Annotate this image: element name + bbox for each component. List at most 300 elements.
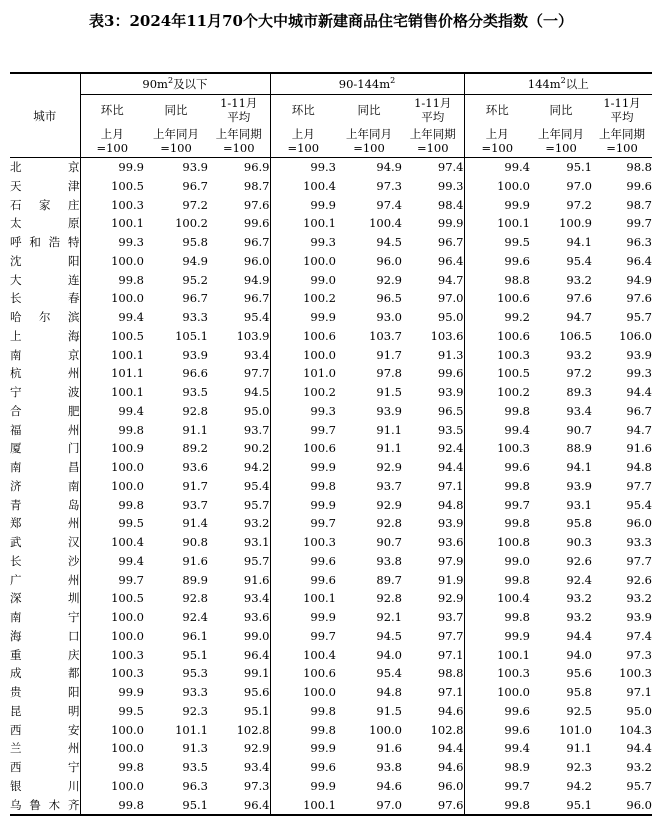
index-value: 93.7 xyxy=(182,497,208,512)
index-value: 92.4 xyxy=(566,572,592,587)
table-row xyxy=(10,439,652,458)
index-value: 93.3 xyxy=(182,685,208,699)
index-value: 99.7 xyxy=(464,777,530,796)
index-value: 96.7 xyxy=(626,403,652,418)
index-value: 95.2 xyxy=(182,272,208,287)
city-name: 武汉 xyxy=(10,535,80,549)
index-value: 90.8 xyxy=(182,535,208,549)
city-name: 厦门 xyxy=(10,441,80,456)
base-header: 上月 =100 xyxy=(464,125,530,158)
table-row xyxy=(10,683,652,702)
table-row xyxy=(10,477,652,496)
index-value: 94.5 xyxy=(243,385,270,399)
index-value: 95.0 xyxy=(626,703,652,718)
index-value: 93.2 xyxy=(626,591,652,606)
index-value: 99.8 xyxy=(464,402,530,421)
index-value: 92.9 xyxy=(376,497,402,512)
index-value: 100.9 xyxy=(80,439,144,458)
index-value: 94.1 xyxy=(566,460,592,474)
index-value: 94.8 xyxy=(626,460,652,474)
index-value: 99.4 xyxy=(464,158,530,177)
index-value: 99.9 xyxy=(270,308,336,327)
table-row xyxy=(10,571,652,590)
index-value: 92.1 xyxy=(376,610,402,624)
index-value: 93.2 xyxy=(566,610,592,624)
index-value: 100.1 xyxy=(270,214,336,233)
index-value: 96.5 xyxy=(376,291,402,306)
index-value: 99.8 xyxy=(80,758,144,777)
header-group-row xyxy=(10,73,652,95)
index-value: 99.6 xyxy=(243,216,270,231)
index-value: 96.4 xyxy=(243,647,270,662)
city-name: 哈尔滨 xyxy=(10,310,80,324)
index-value: 100.6 xyxy=(464,289,530,308)
index-value: 93.4 xyxy=(566,403,592,418)
index-value: 92.5 xyxy=(566,703,592,718)
index-value: 97.0 xyxy=(437,291,464,306)
index-value: 92.4 xyxy=(437,441,464,456)
index-value: 94.2 xyxy=(243,460,270,474)
table-row xyxy=(10,402,652,421)
city-name: 沈阳 xyxy=(10,253,80,268)
index-value: 96.0 xyxy=(592,796,652,816)
city-name: 青岛 xyxy=(10,497,80,512)
index-value: 98.8 xyxy=(437,666,464,681)
index-value: 92.8 xyxy=(376,516,402,531)
index-value: 94.6 xyxy=(437,760,464,774)
index-value: 93.2 xyxy=(566,272,592,287)
index-value: 91.6 xyxy=(376,741,402,756)
index-value: 99.4 xyxy=(80,402,144,421)
index-value: 99.6 xyxy=(464,702,530,721)
index-value: 89.2 xyxy=(182,441,208,456)
index-value: 102.8 xyxy=(430,722,464,737)
index-value: 95.8 xyxy=(566,516,592,531)
table-row xyxy=(10,589,652,608)
index-value: 96.4 xyxy=(437,253,464,268)
city-name: 乌鲁木齐 xyxy=(10,796,80,816)
index-value: 91.7 xyxy=(376,347,402,362)
table-row xyxy=(10,383,652,402)
index-value: 97.2 xyxy=(566,366,592,381)
city-name: 天津 xyxy=(10,178,80,193)
table-row xyxy=(10,196,652,215)
index-value: 99.2 xyxy=(464,308,530,327)
index-value: 94.9 xyxy=(376,160,402,174)
index-value: 93.0 xyxy=(376,310,402,324)
table-row xyxy=(10,252,652,271)
table-row xyxy=(10,271,652,290)
index-value: 99.9 xyxy=(80,158,144,177)
index-value: 93.3 xyxy=(626,535,652,549)
index-value: 100.3 xyxy=(464,346,530,365)
index-value: 95.4 xyxy=(376,666,402,681)
sub-header: 1-11月 平均 xyxy=(220,96,258,124)
index-value: 94.4 xyxy=(626,741,652,756)
index-value: 93.8 xyxy=(376,760,402,774)
index-value: 95.4 xyxy=(243,310,270,324)
index-value: 93.9 xyxy=(437,385,464,399)
index-value: 99.8 xyxy=(270,477,336,496)
city-name: 昆明 xyxy=(10,703,80,718)
sub-header: 同比 xyxy=(357,103,381,117)
index-value: 95.8 xyxy=(182,235,208,249)
table-body xyxy=(10,158,652,816)
table-row xyxy=(10,702,652,721)
index-value: 99.3 xyxy=(270,402,336,421)
group-header-small: $90m^2$及以下 xyxy=(80,73,270,95)
base-header: 上年同期 =100 xyxy=(208,125,270,158)
table-row xyxy=(10,421,652,440)
city-name: 兰州 xyxy=(10,741,80,756)
index-value: 91.7 xyxy=(182,478,208,493)
index-value: 97.7 xyxy=(243,366,270,381)
index-value: 94.4 xyxy=(566,628,592,643)
base-header: 上年同月 =100 xyxy=(144,125,208,158)
index-value: 98.7 xyxy=(243,178,270,193)
index-value: 94.4 xyxy=(437,741,464,756)
index-value: 93.5 xyxy=(437,422,464,437)
index-value: 99.7 xyxy=(270,514,336,533)
index-value: 99.7 xyxy=(80,571,144,590)
sub-header: 1-11月 平均 xyxy=(603,96,641,124)
index-value: 93.6 xyxy=(243,610,270,624)
index-value: 92.3 xyxy=(182,703,208,718)
index-value: 99.0 xyxy=(243,628,270,643)
index-value: 99.9 xyxy=(464,627,530,646)
city-name: 西安 xyxy=(10,722,80,737)
city-name: 太原 xyxy=(10,216,80,231)
index-value: 99.9 xyxy=(270,458,336,477)
index-value: 97.3 xyxy=(376,178,402,193)
index-value: 94.2 xyxy=(566,778,592,793)
index-value: 92.9 xyxy=(243,741,270,756)
index-value: 100.1 xyxy=(80,383,144,402)
index-value: 99.3 xyxy=(626,366,652,381)
index-value: 99.9 xyxy=(437,216,464,231)
index-value: 92.6 xyxy=(626,572,652,587)
index-value: 103.6 xyxy=(430,328,464,343)
index-value: 106.5 xyxy=(559,328,592,343)
table-row xyxy=(10,739,652,758)
index-value: 93.7 xyxy=(437,610,464,624)
index-value: 99.9 xyxy=(270,777,336,796)
index-value: 93.2 xyxy=(566,347,592,362)
index-value: 96.0 xyxy=(376,253,402,268)
table-row xyxy=(10,308,652,327)
index-value: 100.4 xyxy=(369,216,402,231)
index-value: 96.0 xyxy=(437,778,464,793)
header-sub-row xyxy=(10,95,652,126)
index-value: 100.5 xyxy=(80,589,144,608)
index-value: 99.6 xyxy=(270,552,336,571)
index-value: 93.4 xyxy=(243,347,270,362)
index-value: 91.5 xyxy=(376,703,402,718)
index-value: 96.4 xyxy=(626,253,652,268)
index-value: 100.3 xyxy=(80,664,144,683)
index-value: 94.5 xyxy=(376,628,402,643)
index-value: 94.0 xyxy=(566,647,592,662)
index-value: 97.1 xyxy=(626,685,652,699)
index-value: 99.6 xyxy=(464,458,530,477)
index-value: 100.8 xyxy=(464,533,530,552)
index-value: 100.0 xyxy=(80,721,144,740)
index-value: 94.1 xyxy=(566,235,592,249)
index-value: 95.1 xyxy=(182,647,208,662)
index-value: 99.8 xyxy=(80,271,144,290)
index-value: 99.0 xyxy=(270,271,336,290)
index-value: 99.6 xyxy=(270,758,336,777)
index-value: 99.3 xyxy=(270,158,336,177)
city-name: 深圳 xyxy=(10,591,80,606)
city-name: 南京 xyxy=(10,347,80,362)
index-value: 100.1 xyxy=(80,214,144,233)
index-value: 100.0 xyxy=(80,289,144,308)
index-value: 91.1 xyxy=(182,422,208,437)
index-value: 97.6 xyxy=(626,291,652,306)
index-value: 99.8 xyxy=(464,571,530,590)
index-value: 97.8 xyxy=(376,366,402,381)
index-value: 95.3 xyxy=(182,666,208,681)
index-value: 97.6 xyxy=(243,197,270,212)
index-value: 95.7 xyxy=(243,553,270,568)
table-row xyxy=(10,364,652,383)
index-value: 100.2 xyxy=(464,383,530,402)
index-value: 95.6 xyxy=(243,685,270,699)
city-name: 大连 xyxy=(10,272,80,287)
table-row xyxy=(10,777,652,796)
index-value: 92.8 xyxy=(376,591,402,606)
table-row xyxy=(10,233,652,252)
table-row xyxy=(10,533,652,552)
index-value: 98.9 xyxy=(464,758,530,777)
index-value: 89.3 xyxy=(566,385,592,399)
index-value: 92.9 xyxy=(437,591,464,606)
index-value: 93.9 xyxy=(437,516,464,531)
index-value: 96.0 xyxy=(626,516,652,531)
index-value: 99.8 xyxy=(80,421,144,440)
index-value: 93.5 xyxy=(182,385,208,399)
table-row xyxy=(10,496,652,515)
index-value: 95.1 xyxy=(144,796,208,816)
index-value: 93.9 xyxy=(376,403,402,418)
index-value: 100.1 xyxy=(270,589,336,608)
index-value: 94.9 xyxy=(182,253,208,268)
index-value: 93.1 xyxy=(566,497,592,512)
index-value: 100.4 xyxy=(464,589,530,608)
city-name: 上海 xyxy=(10,328,80,343)
index-value: 96.7 xyxy=(243,291,270,306)
index-value: 93.2 xyxy=(566,591,592,606)
index-value: 93.4 xyxy=(243,760,270,774)
index-value: 100.0 xyxy=(270,252,336,271)
index-value: 95.4 xyxy=(566,253,592,268)
index-value: 97.6 xyxy=(402,796,464,816)
index-value: 91.1 xyxy=(376,422,402,437)
table-row xyxy=(10,214,652,233)
index-value: 99.7 xyxy=(464,496,530,515)
index-value: 93.2 xyxy=(626,760,652,774)
index-value: 99.5 xyxy=(80,514,144,533)
city-name: 济南 xyxy=(10,478,80,493)
index-value: 93.1 xyxy=(243,535,270,549)
index-value: 89.9 xyxy=(182,572,208,587)
index-value: 95.0 xyxy=(243,403,270,418)
index-value: 100.2 xyxy=(175,216,208,231)
index-value: 106.0 xyxy=(619,328,652,343)
city-name: 福州 xyxy=(10,422,80,437)
index-value: 99.8 xyxy=(464,796,530,816)
index-value: 104.3 xyxy=(619,722,652,737)
index-value: 92.6 xyxy=(566,553,592,568)
city-name: 银川 xyxy=(10,778,80,793)
index-value: 99.4 xyxy=(464,739,530,758)
index-value: 101.1 xyxy=(80,364,144,383)
index-value: 97.7 xyxy=(437,628,464,643)
index-value: 94.8 xyxy=(376,685,402,699)
index-value: 93.5 xyxy=(182,760,208,774)
index-value: 96.9 xyxy=(243,160,270,174)
index-value: 99.9 xyxy=(270,496,336,515)
index-value: 97.4 xyxy=(437,160,464,174)
index-value: 100.2 xyxy=(270,289,336,308)
index-value: 91.4 xyxy=(182,516,208,531)
index-value: 100.6 xyxy=(464,327,530,346)
index-value: 99.4 xyxy=(80,552,144,571)
index-value: 99.3 xyxy=(80,233,144,252)
table-row xyxy=(10,664,652,683)
index-value: 96.7 xyxy=(437,235,464,249)
index-value: 99.9 xyxy=(270,608,336,627)
index-value: 105.1 xyxy=(175,328,208,343)
index-value: 100.1 xyxy=(270,796,336,816)
sub-header: 环比 xyxy=(464,95,530,126)
city-name: 合肥 xyxy=(10,403,80,418)
index-value: 100.5 xyxy=(464,364,530,383)
index-value: 99.9 xyxy=(270,196,336,215)
table-row xyxy=(10,608,652,627)
base-header: 上月 =100 xyxy=(80,125,144,158)
index-value: 99.5 xyxy=(80,702,144,721)
index-value: 100.0 xyxy=(464,683,530,702)
index-value: 97.4 xyxy=(376,197,402,212)
index-value: 100.0 xyxy=(80,458,144,477)
index-value: 91.9 xyxy=(437,572,464,587)
index-value: 94.0 xyxy=(376,647,402,662)
index-value: 99.7 xyxy=(270,627,336,646)
index-value: 103.7 xyxy=(369,328,402,343)
index-value: 91.1 xyxy=(566,741,592,756)
index-value: 91.5 xyxy=(376,385,402,399)
index-value: 99.9 xyxy=(80,683,144,702)
index-value: 99.7 xyxy=(626,216,652,231)
index-value: 99.6 xyxy=(626,178,652,193)
index-value: 91.6 xyxy=(243,572,270,587)
city-name: 贵阳 xyxy=(10,685,80,699)
city-name: 长春 xyxy=(10,291,80,306)
index-value: 100.0 xyxy=(270,346,336,365)
table-row xyxy=(10,514,652,533)
index-value: 100.0 xyxy=(80,477,144,496)
index-value: 99.0 xyxy=(464,552,530,571)
index-value: 99.8 xyxy=(464,477,530,496)
index-value: 99.1 xyxy=(243,666,270,681)
table-row xyxy=(10,758,652,777)
index-value: 94.4 xyxy=(626,385,652,399)
index-value: 100.0 xyxy=(464,177,530,196)
index-value: 100.0 xyxy=(80,777,144,796)
index-value: 100.3 xyxy=(80,646,144,665)
index-value: 93.4 xyxy=(243,591,270,606)
index-value: 90.7 xyxy=(566,422,592,437)
index-value: 94.5 xyxy=(376,235,402,249)
index-value: 100.1 xyxy=(464,646,530,665)
index-value: 99.3 xyxy=(437,178,464,193)
index-value: 97.7 xyxy=(626,553,652,568)
index-value: 96.3 xyxy=(182,778,208,793)
index-value: 100.5 xyxy=(80,177,144,196)
index-value: 88.9 xyxy=(566,441,592,456)
index-value: 100.3 xyxy=(270,533,336,552)
index-value: 91.1 xyxy=(376,441,402,456)
index-value: 96.5 xyxy=(437,403,464,418)
base-header: 上月 =100 xyxy=(270,125,336,158)
price-index-table xyxy=(10,72,652,816)
index-value: 92.8 xyxy=(182,591,208,606)
index-value: 97.1 xyxy=(437,478,464,493)
header-base-row xyxy=(10,125,652,158)
index-value: 96.0 xyxy=(243,253,270,268)
index-value: 94.8 xyxy=(437,497,464,512)
index-value: 93.9 xyxy=(182,347,208,362)
index-value: 97.2 xyxy=(182,197,208,212)
index-value: 99.8 xyxy=(464,608,530,627)
index-value: 96.7 xyxy=(182,178,208,193)
index-value: 100.0 xyxy=(80,627,144,646)
index-value: 99.9 xyxy=(464,196,530,215)
table-row xyxy=(10,646,652,665)
index-value: 95.7 xyxy=(626,310,652,324)
index-value: 99.8 xyxy=(270,702,336,721)
index-value: 94.6 xyxy=(437,703,464,718)
index-value: 95.7 xyxy=(626,778,652,793)
index-value: 101.1 xyxy=(175,722,208,737)
index-value: 93.9 xyxy=(626,610,652,624)
table-row xyxy=(10,177,652,196)
index-value: 99.8 xyxy=(464,514,530,533)
index-value: 90.7 xyxy=(376,535,402,549)
index-value: 96.4 xyxy=(208,796,270,816)
index-value: 93.9 xyxy=(566,478,592,493)
index-value: 100.5 xyxy=(80,327,144,346)
index-value: 92.9 xyxy=(376,460,402,474)
index-value: 94.4 xyxy=(437,460,464,474)
index-value: 102.8 xyxy=(236,722,270,737)
index-value: 100.4 xyxy=(270,646,336,665)
index-value: 99.6 xyxy=(270,571,336,590)
table-row xyxy=(10,289,652,308)
index-value: 93.6 xyxy=(437,535,464,549)
index-value: 95.6 xyxy=(566,666,592,681)
index-value: 97.0 xyxy=(566,178,592,193)
base-header: 上年同月 =100 xyxy=(336,125,402,158)
index-value: 101.0 xyxy=(270,364,336,383)
index-value: 94.7 xyxy=(626,422,652,437)
index-value: 93.6 xyxy=(182,460,208,474)
city-name: 杭州 xyxy=(10,366,80,381)
index-value: 93.9 xyxy=(182,160,208,174)
index-value: 93.2 xyxy=(243,516,270,531)
